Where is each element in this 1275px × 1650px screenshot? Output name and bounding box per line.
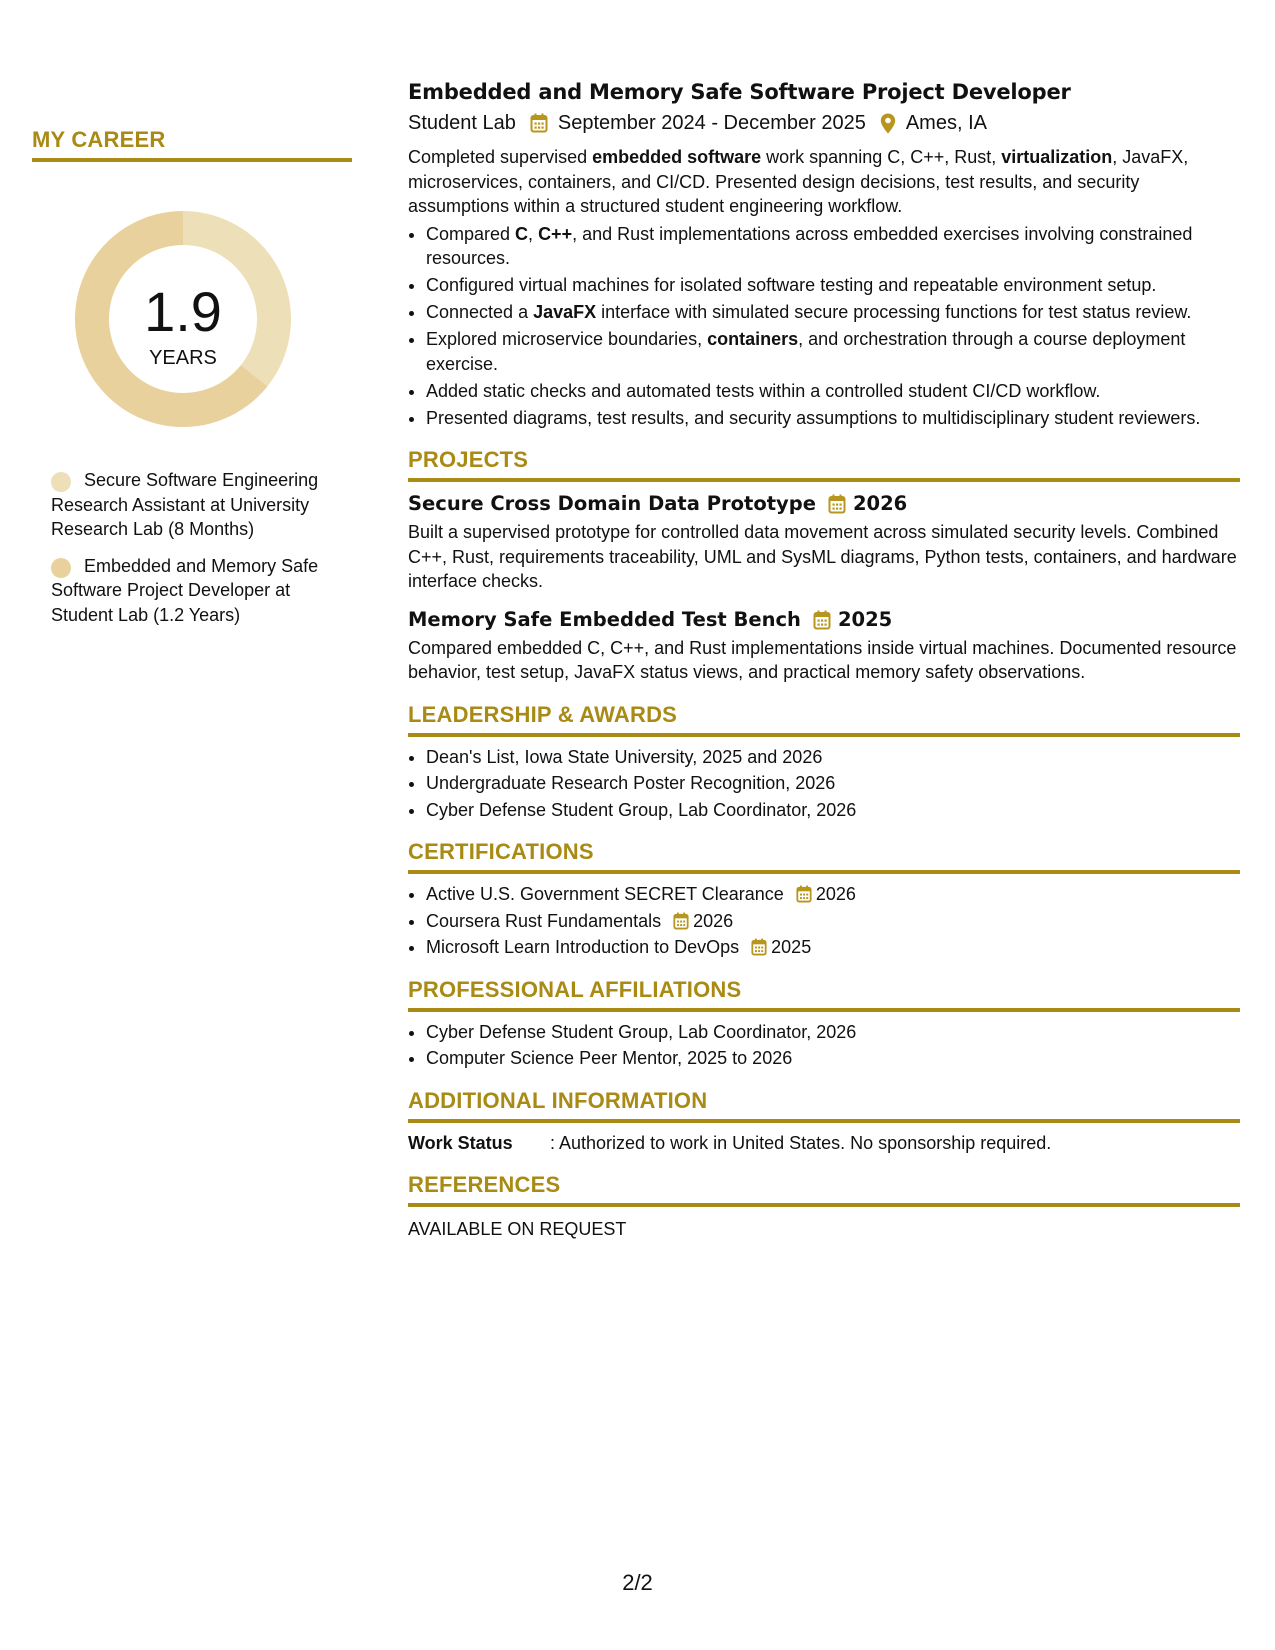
list-item: • Added static checks and automated tests within a controlled student CI/CD workflow.: [426, 379, 1240, 404]
legend-item: [51, 554, 343, 628]
legend-dot: [51, 472, 71, 492]
calendar-icon: [796, 885, 812, 903]
job-title: Embedded and Memory Safe Software Project Developer: [408, 80, 1071, 104]
cert-year: 2026: [693, 910, 734, 931]
legend-item: [51, 468, 343, 542]
affiliations-section: [408, 976, 1240, 1071]
cert-year: 2025: [771, 937, 812, 957]
calendar-icon: [828, 494, 846, 514]
list-item: • Undergraduate Research Poster Recognition, 2026: [426, 771, 1240, 796]
location-pin-icon: [880, 113, 896, 134]
section-divider: [408, 478, 1240, 482]
list-item: • Microsoft Learn Introduction to DevOps 2025: [426, 935, 1240, 960]
calendar-icon: [530, 113, 548, 133]
job-location: Ames, IA: [905, 112, 987, 134]
additional-info-section: [408, 1087, 1240, 1156]
work-status-row: [408, 1131, 1240, 1156]
list-item: • Computer Science Peer Mentor, 2025 to 2026: [426, 1046, 1240, 1071]
project-year: 2026: [852, 492, 908, 515]
page-number: 2/2: [622, 1570, 653, 1595]
references-text: AVAILABLE ON REQUEST: [408, 1219, 627, 1239]
leadership-list: [408, 745, 1240, 823]
section-divider: [408, 1203, 1240, 1207]
list-item: • Presented diagrams, test results, and security assumptions to multidisciplinary student reviewers.: [426, 406, 1240, 431]
list-item: • Cyber Defense Student Group, Lab Coordinator, 2026: [426, 1020, 1240, 1045]
projects-section: [408, 446, 1240, 685]
section-divider: [408, 733, 1240, 737]
references-title: REFERENCES: [408, 1172, 561, 1197]
leadership-section: [408, 701, 1240, 823]
certifications-section: [408, 838, 1240, 960]
section-divider: [408, 870, 1240, 874]
list-item: • Cyber Defense Student Group, Lab Coordinator, 2026: [426, 798, 1240, 823]
additional-info-title: ADDITIONAL INFORMATION: [408, 1087, 708, 1113]
certifications-title: CERTIFICATIONS: [408, 839, 594, 864]
project-year: 2025: [837, 607, 893, 631]
career-section-title: MY CAREER: [32, 127, 166, 152]
career-donut-chart: [68, 204, 298, 434]
affiliations-title: PROFESSIONAL AFFILIATIONS: [408, 976, 742, 1002]
career-total-unit: YEARS: [149, 347, 217, 369]
cert-year: 2026: [815, 884, 856, 904]
legend-label: Embedded and Memory Safe Software Project Developer at Student Lab (1.2 Years): [51, 555, 319, 625]
list-item: • Connected a JavaFX interface with simulated secure processing functions for test status review.: [426, 300, 1240, 325]
project-title: Secure Cross Domain Data Prototype 2026: [408, 490, 1240, 518]
calendar-icon: [813, 610, 831, 630]
list-item: • Explored microservice boundaries, containers, and orchestration through a course deployment exercise.: [426, 327, 1240, 376]
references-section: [408, 1171, 1240, 1242]
project-description: Compared embedded C, C++, and Rust implementations inside virtual machines. Documented resource behavior, test setup, JavaFX status views, and practical memory safety observations.: [408, 637, 1237, 682]
career-sidebar: [32, 126, 352, 639]
section-divider: [32, 158, 352, 162]
job-summary: Completed supervised embedded software work spanning C, C++, Rust, virtualization, JavaFX, microservices, containers, and CI/CD. Presented design decisions, test results, and security assumptions within a structured student engineering workflow.: [408, 147, 1189, 216]
job-meta: [408, 109, 1240, 137]
list-item: • Configured virtual machines for isolated software testing and repeatable environment setup.: [426, 273, 1240, 298]
list-item: • Active U.S. Government SECRET Clearance 2026: [426, 882, 1240, 907]
career-total-value: 1.9: [144, 280, 222, 343]
section-divider: [408, 1119, 1240, 1123]
list-item: • Compared C, C++, and Rust implementations across embedded exercises involving constrained resources.: [426, 222, 1240, 271]
calendar-icon: [673, 912, 689, 930]
main-content: [408, 78, 1240, 1242]
projects-title: PROJECTS: [408, 447, 529, 472]
list-item: • Coursera Rust Fundamentals 2026: [426, 909, 1240, 934]
calendar-icon: [751, 938, 767, 956]
certifications-list: [408, 882, 1240, 960]
job-company: Student Lab: [408, 112, 516, 134]
career-legend: [51, 468, 343, 627]
job-bullets: [408, 222, 1240, 431]
project-title: Memory Safe Embedded Test Bench 2025: [408, 606, 1240, 634]
legend-label: Secure Software Engineering Research Assistant at University Research Lab (8 Months): [51, 470, 319, 539]
donut-center: [68, 204, 298, 434]
work-status-label: Work Status: [408, 1132, 513, 1153]
section-divider: [408, 1008, 1240, 1012]
legend-dot: [51, 558, 71, 578]
work-status-value: : Authorized to work in United States. No sponsorship required.: [550, 1132, 1052, 1153]
job-dates: September 2024 - December 2025: [557, 112, 866, 134]
affiliations-list: [408, 1020, 1240, 1071]
leadership-title: LEADERSHIP & AWARDS: [408, 701, 678, 727]
list-item: • Dean's List, Iowa State University, 2025 and 2026: [426, 745, 1240, 770]
project-description: Built a supervised prototype for controlled data movement across simulated security levels. Combined C++, Rust, requirements traceability, UML and SysML diagrams, Python tests, containers, and hardware interface checks.: [408, 522, 1237, 591]
